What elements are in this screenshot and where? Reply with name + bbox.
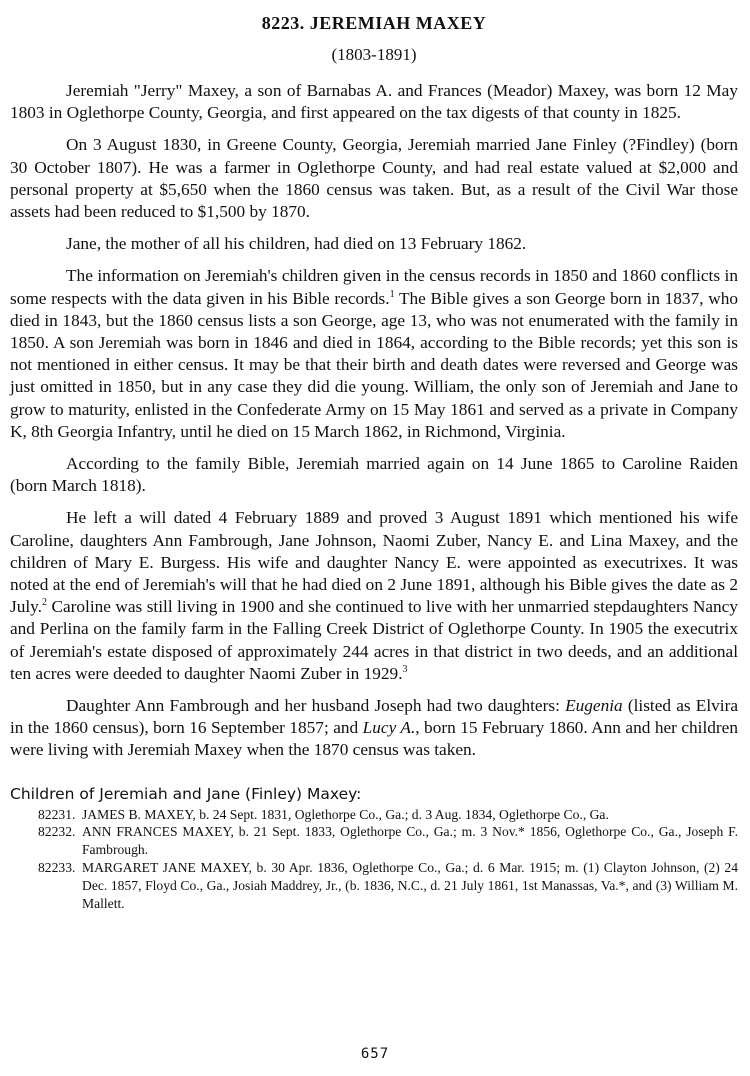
child-name-lucy: Lucy A. <box>362 718 416 738</box>
paragraph-4-text-b: The Bible gives a son George born in 1837, who died in 1843, but the 1860 census lists a son George, age 13, who was not enumerated with the family in 1850. A son Jeremiah was born in 1846 and died in 1864, according to the Bible records; yet this son is not mentioned in either census. It may be that their birth and death dates were reversed and George was just omitted in 1850, but in any case they did die young. William, the only son of Jeremiah and Jane to grow to maturity, enlisted in the Confederate Army on 15 May 1861 and served as a private in Company K, 8th Georgia Infantry, until he died on 15 March 1862, in Richmond, Virginia. <box>10 288 738 441</box>
paragraph-6-text-b: Caroline was still living in 1900 and she continued to live with her unmarried stepdaughters Nancy and Perlina on the family farm in the Falling Creek District of Oglethorpe County. In 1905 the executrix of Jeremiah's estate disposed of approximately 244 acres in that district in two deeds, and an additional ten acres were deeded to daughter Naomi Zuber in 1929. <box>10 597 738 683</box>
child-entry <box>38 823 738 859</box>
child-id: 82232. <box>38 824 76 840</box>
child-id: 82231. <box>38 806 76 822</box>
paragraph-7 <box>10 695 738 762</box>
paragraph-7-text-a: Daughter Ann Fambrough and her husband Joseph had two daughters: <box>66 696 566 716</box>
paragraph-6-text-a: He left a will dated 4 February 1889 and proved 3 August 1891 which mentioned his wife Caroline, daughters Ann Fambrough, Jane Johnson, Naomi Zuber, Nancy E. and Lina Maxey, and the children of Mary E. Burgess. His wife and daughter Nancy E. were appointed as executrixes. It was noted at the end of Jeremiah's will that he had died on 2 June 1891, although his Bible gives the date as 2 July. <box>10 508 738 617</box>
paragraph-3: Jane, the mother of all his children, had died on 13 February 1862. <box>66 234 527 254</box>
paragraph-7-text-b: (listed as Elvira in the 1860 census), born 16 September 1857; and <box>10 696 738 738</box>
paragraph-1: Jeremiah "Jerry" Maxey, a son of Barnabas A. and Frances (Meador) Maxey, was born 12 May 1803 in Oglethorpe County, Georgia, and first appeared on the tax digests of that county in 1825. <box>10 81 738 123</box>
children-heading: Children of Jeremiah and Jane (Finley) Maxey: <box>10 784 362 803</box>
page-title: 8223. JEREMIAH MAXEY <box>261 13 487 33</box>
paragraph-4 <box>10 265 738 443</box>
paragraph-7-text-c: , born 15 February 1860. Ann and her children were living with Jeremiah Maxey when the 1870 census was taken. <box>10 718 738 760</box>
document-page <box>10 12 738 912</box>
paragraph-6 <box>10 507 738 685</box>
child-id: 82233. <box>38 860 76 876</box>
life-dates: (1803-1891) <box>331 45 417 64</box>
paragraph-2: On 3 August 1830, in Greene County, Georgia, Jeremiah married Jane Finley (?Findley) (born 30 October 1807). He was a farmer in Oglethorpe County, and had real estate valued at $2,000 and personal property at $5,650 when the 1860 census was taken. But, as a result of the Civil War those assets had been reduced to $1,500 by 1870. <box>10 135 738 222</box>
footnote-ref-3: 3 <box>402 664 408 676</box>
paragraph-4-text-a: The information on Jeremiah's children given in the census records in 1850 and 1860 conflicts in some respects with the data given in his Bible records. <box>10 266 738 308</box>
paragraph-5: According to the family Bible, Jeremiah married again on 14 June 1865 to Caroline Raiden (born March 1818). <box>10 454 738 496</box>
child-text: ANN FRANCES MAXEY, b. 21 Sept. 1833, Oglethorpe Co., Ga.; m. 3 Nov.* 1856, Oglethorpe Co., Ga., Joseph F. Fambrough. <box>82 824 738 858</box>
child-text: JAMES B. MAXEY, b. 24 Sept. 1831, Oglethorpe Co., Ga.; d. 3 Aug. 1834, Oglethorpe Co., Ga. <box>82 806 609 822</box>
footnote-ref-2: 2 <box>42 597 48 609</box>
page-number: 657 <box>360 1046 390 1062</box>
child-text: MARGARET JANE MAXEY, b. 30 Apr. 1836, Oglethorpe Co., Ga.; d. 6 Mar. 1915; m. (1) Clayton Johnson, (2) 24 Dec. 1857, Floyd Co., Ga., Josiah Maddrey, Jr., (b. 1836, N.C., d. 21 July 1861, 1st Manassas, Va.*, and (3) William M. Mallett. <box>82 860 738 911</box>
footnote-ref-1: 1 <box>389 288 395 300</box>
child-entry <box>38 806 738 824</box>
children-list <box>10 806 738 913</box>
child-name-eugenia: Eugenia <box>565 696 623 716</box>
child-entry <box>38 859 738 912</box>
